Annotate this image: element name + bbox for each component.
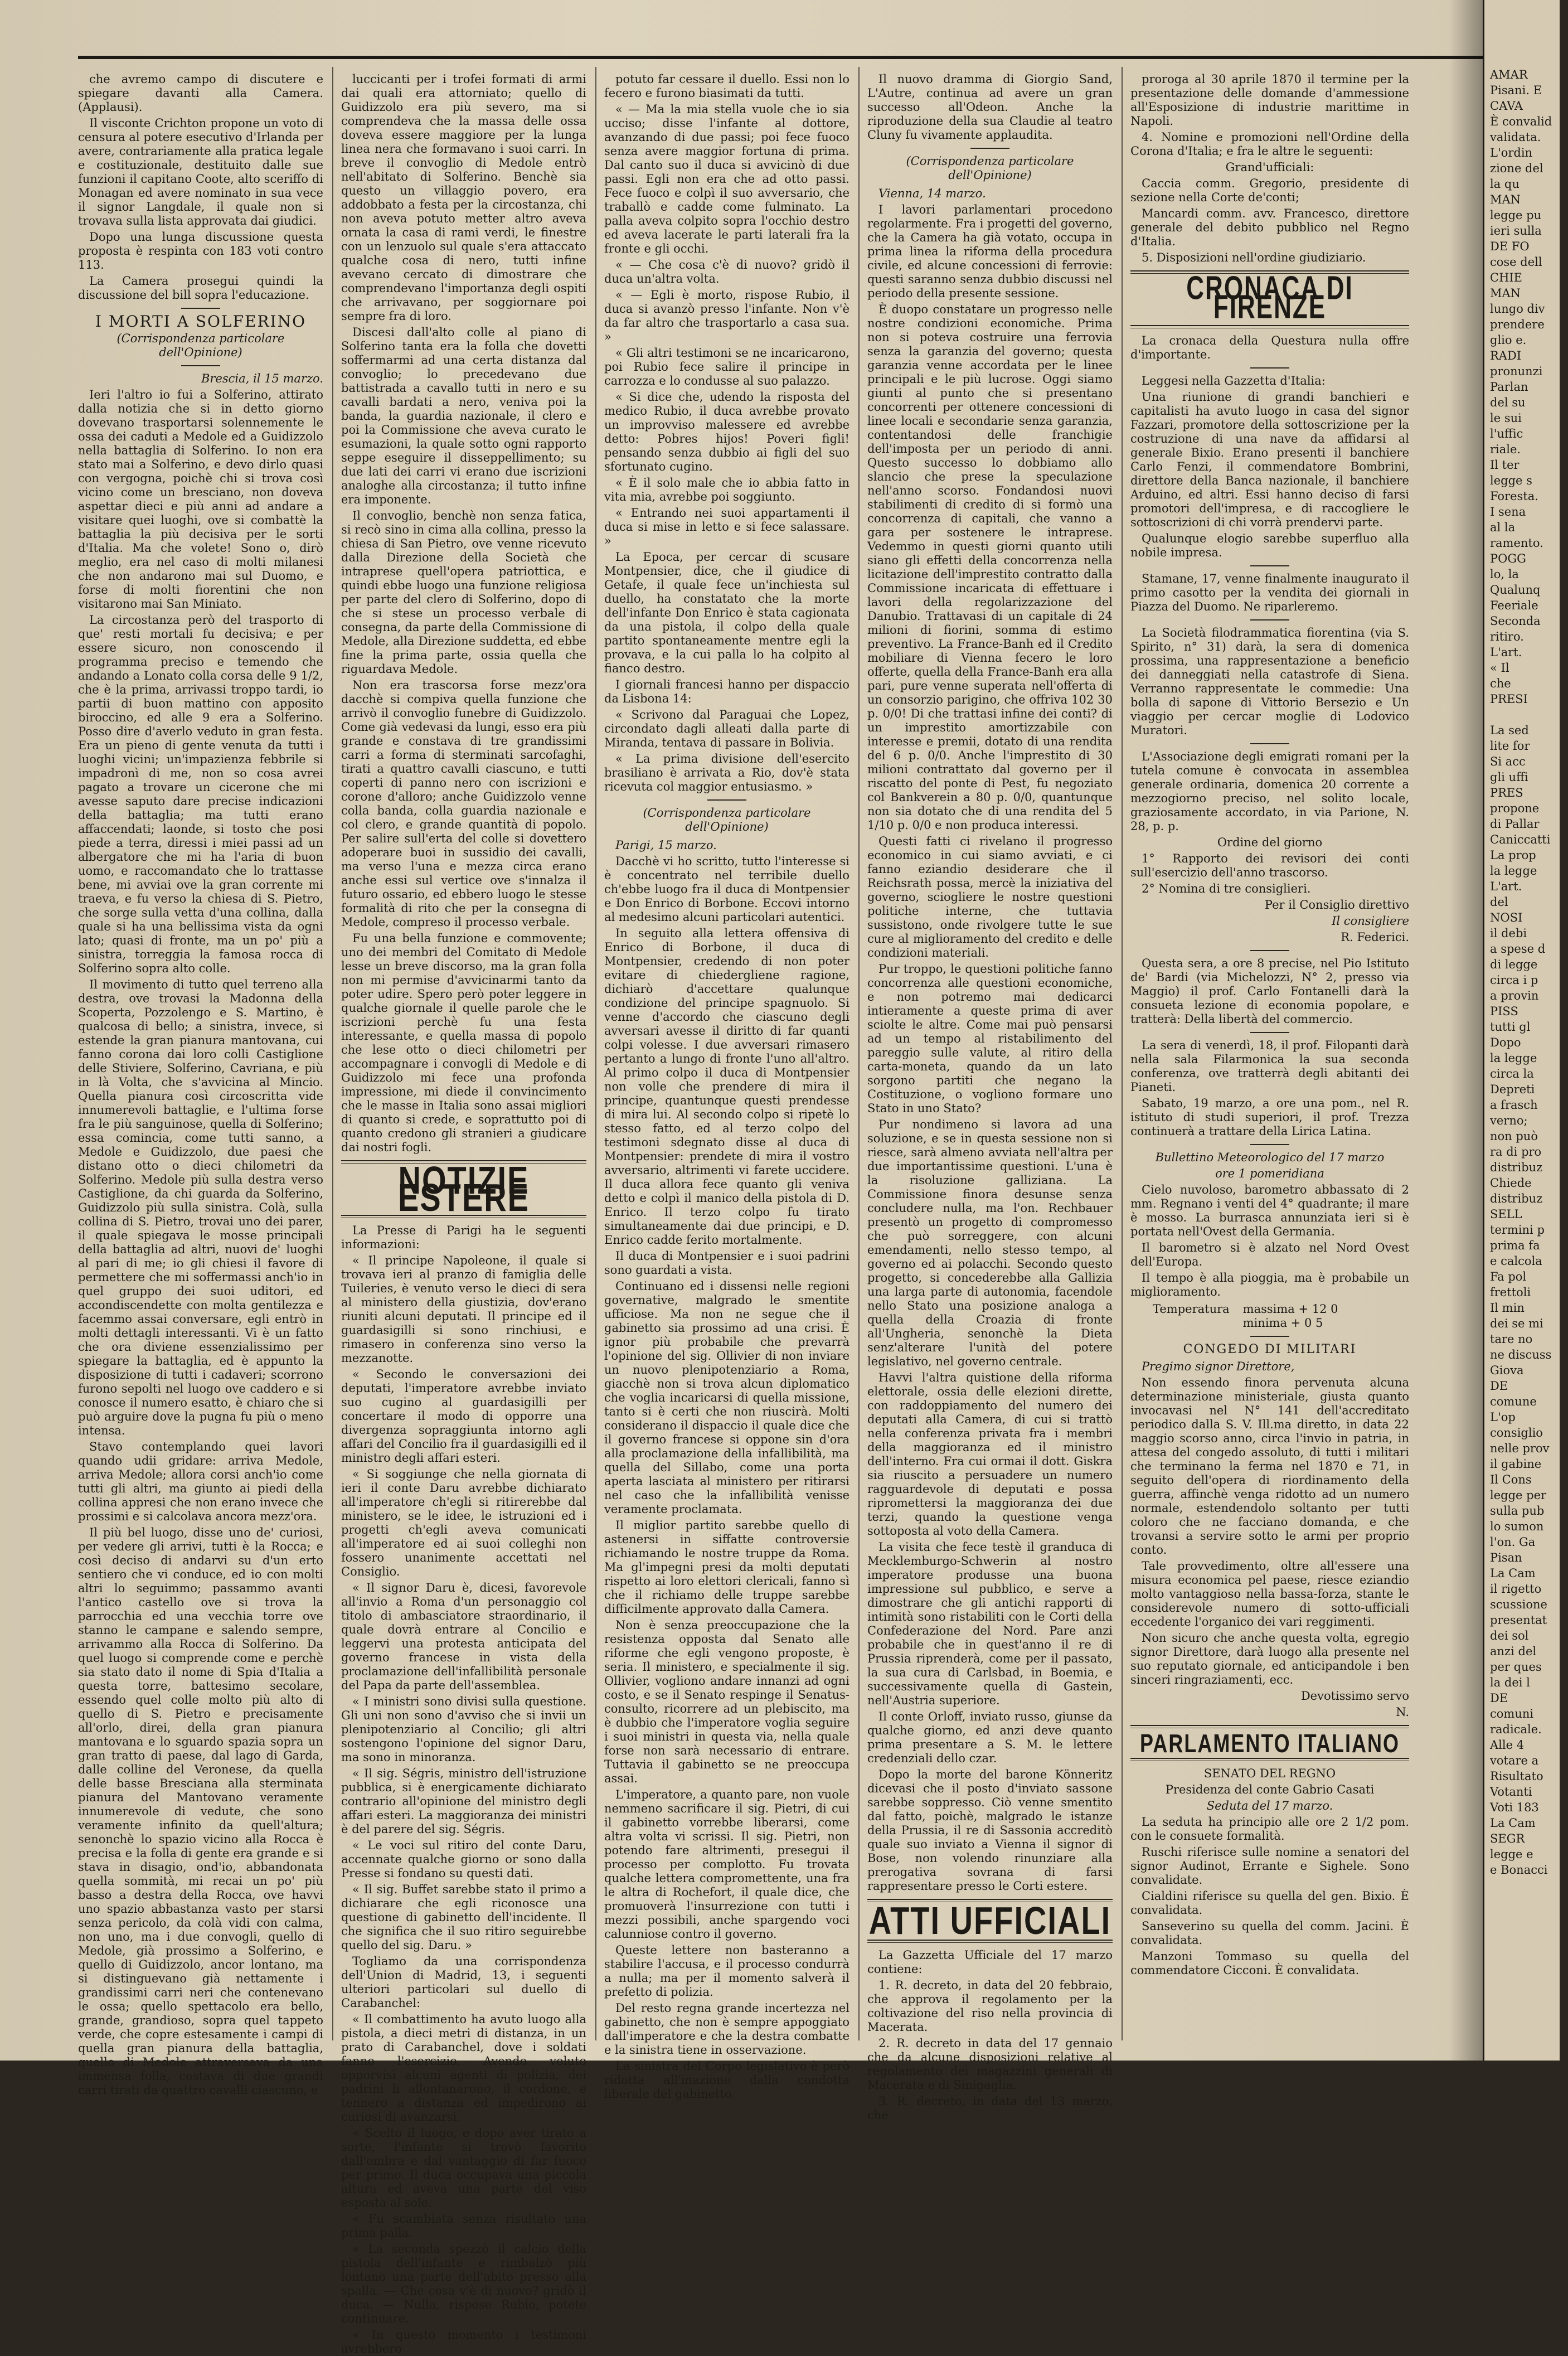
paragraph: In seguito alla lettera offensiva di Enrico di Borbone, il duca di Montpensier, credendo di non poter evitare di chiedergliene ragione, dichiarò d'accettare qualunque condizione del principe spagnuolo. Si venne d'accordo che ciascuno degli avversari avesse il diritto di far quanti colpi volesse. I due avversari rimasero pertanto a lungo di fronte l'uno all'altro. Al primo colpo il duca di Montpensier non volle che prendere di mira il principe, quantunque questi prendesse di mira lui. Al secondo colpo si ripetè lo stesso fatto, ed al terzo colpo del testimoni sdegnato disse al duca di Montpensier: prendete di mira il vostro avversario, altrimenti vi farete uccidere. Il duca allora fece quanto gli veniva detto e colpì il manico della pistola di D. Enrico. Il terzo colpo fu tirato simultaneamente dai due principi, e D. Enrico cadde ferito mortalmente. (604, 927, 849, 1247)
paragraph: « La seconda spezzò il calcio della pistola dell'infante e rimbalzò più lontano una parte dell'abito presso alla spalla. — Che cosa v'è di nuovo? gridò il duca. — Nulla, rispose Rubio, potete continuare. (341, 2242, 586, 2325)
strip-word: ne discuss (1490, 1348, 1552, 1361)
strip-word: scussione (1490, 1598, 1547, 1611)
temperature-table (1153, 1302, 1409, 1330)
strip-text (1490, 67, 1568, 1878)
paragraph: La Camera prosegui quindi la discussione del bill sopra l'educazione. (78, 274, 323, 302)
strip-word: per ques (1490, 1660, 1542, 1674)
signature-line: Per il Consiglio direttivo (1264, 898, 1409, 912)
column-separator (1122, 67, 1123, 2040)
paragraph: Havvi l'altra quistione della riforma elettorale, ossia delle elezioni dirette, con raddoppiamento del numero dei deputati alla Camera, di cui si trattò nella conferenza privata fra i membri della maggioranza ed il ministro dell'interno. Fra cui ormai il dott. Giskra sia riuscito a persuadere un numero ragguardevole di deputati e possa ripromettersi la maggioranza dei due terzi, quando la questione venga sottoposta al voto della Camera. (867, 1371, 1113, 1538)
strip-word: che (1490, 677, 1511, 690)
paragraph: Cialdini riferisce su quella del gen. Bixio. È convalidata. (1130, 1889, 1409, 1917)
paragraph: Queste lettere non basteranno a stabilire l'accusa, e il processo condurrà a nulla; ma per il momento salverà il prefetto di polizia. (604, 1943, 849, 1999)
strip-word: anzi del (1490, 1645, 1537, 1658)
strip-word: a frasch (1490, 1098, 1538, 1112)
strip-word: AMAR (1490, 68, 1528, 81)
strip-word: propone (1490, 802, 1540, 815)
divider (1250, 619, 1289, 620)
strip-word: « Il (1490, 661, 1509, 675)
strip-word: DE (1490, 1691, 1508, 1705)
strip-word: I sena (1490, 505, 1526, 518)
paragraph: « Gli altri testimoni se ne incaricarono, poi Rubio fece salire il principe in carrozza e lo condusse al suo palazzo. (604, 346, 849, 387)
strip-word: Caniccatti (1490, 833, 1551, 846)
strip-word: consiglio (1490, 1426, 1543, 1439)
article-subheading: (Corrispondenza particolare dell'Opinione) (116, 332, 285, 359)
column-3 (604, 72, 849, 2101)
paragraph: « Scrivono dal Paraguai che Lopez, circondato dagli alleati dalla parte di Miranda, tentava di passare in Bolivia. (604, 708, 849, 749)
divider (1250, 565, 1289, 566)
agenda-item: 2° Nomina di tre consiglieri. (1142, 882, 1311, 895)
paragraph: La visita che fece testè il granduca di Mecklemburgo-Schwerin al nostro imperatore produsse una buona impressione sul pubblico, e serve a dimostrare che gli antichi rapporti di intimità sono ristabiliti con le Corti della Confederazione del Nord. Pare anzi probabile che in quest'anno il re di Prussia riprenderà, come per il passato, la sua cura di Carlsbad, in Boemia, e successivamente quella di Gastein, nell'Austria superiore. (867, 1540, 1113, 1707)
divider (1250, 1032, 1289, 1033)
strip-word: l'uffic (1490, 427, 1523, 440)
strip-word: radicale. (1490, 1723, 1542, 1736)
strip-word: Votanti (1490, 1785, 1532, 1798)
strip-word: PISS (1490, 1005, 1518, 1018)
signature-line: Il consigliere (1332, 914, 1409, 928)
paragraph: « Il principe Napoleone, il quale si trovava ieri al pranzo di famiglia delle Tuileries, è venuto verso le dieci di sera al ministero della giustizia, dov'erano riuniti alcuni deputati. Il principe ed il guardasigilli si sono rinchiusi, e rimasero in conferenza sino verso la mezzanotte. (341, 1254, 586, 1365)
paragraph: Il movimento di tutto quel terreno alla destra, ove trovasi la Madonna della Scoperta, Pozzolengo e S. Martino, è qualcosa di bello; a sinistra, invece, si estende la gran pianura mantovana, cui fanno corona dai loro colli Castiglione delle Stiviere, Solferino, Cavriana, e più in là Volta, che s'avvicina al Mincio. Quella pianura così circoscritta vide innumerevoli battaglie, e l'ultima forse fra le più sanguinose, quella di Solferino; essa comincia, come tutti sanno, a Medole e Guidizzolo, due paesi che distano otto o dieci chilometri da Solferino. Medole più sulla destra verso Castiglione, da chi guarda da Solferino, Guidizzolo più sulla sinistra. Colà, sulla collina di S. Pietro, trovai uno dei parer, il quale spiegava le mosse principali della battaglia ad altri, nuovi de' luoghi al pari di me; io gli chiesi il favore di permettere che mi soffermassi anch'io in quel gruppo dei suoi uditori, ed accondiscendette con molta gentilezza e facemmo assai conversare, egli entrò in molti dettagli interessanti. Vi è un fatto che ora diviene essenzialissimo per spiegare la battaglia, ed è appunto la disposizione di tutti i cadaveri; scorrono furono sepolti nel luogo ove caddero e si conosce il numero esatto, è chiaro che si può arguire dove la pugna fu più o meno intensa. (78, 978, 323, 1437)
strip-word: Dopo (1490, 1036, 1521, 1049)
paragraph: Continuano ed i dissensi nelle regioni governative, malgrado le smentite ufficiose. Ma non ne segue che il gabinetto sia prossimo ad una crisi. È ignor più probabile che prevarrà l'opinione del sig. Ollivier di non inviare un nuovo plenipotenziario a Roma, giacchè non si trova alcun diplomatico che voglia incaricarsi di quella missione, tanto si è certi che non riuscirà. Molti considerano il dispaccio il quale dice che il governo francese si oppone sin d'ora alla proclamazione della infallibilità, ma quella del Sillabo, come una porta aperta lasciata al ministero per ritirarsi nel caso che la infallibilità venisse veramente proclamata. (604, 1279, 849, 1516)
strip-word: Seconda (1490, 614, 1541, 628)
article-subheading: (Corrispondenza particolare dell'Opinione) (906, 154, 1074, 182)
strip-word: cose dell (1490, 255, 1542, 269)
strip-word: dei sol (1490, 1629, 1529, 1642)
strip-word: SELL (1490, 1208, 1522, 1221)
strip-word: prendere (1490, 318, 1545, 331)
paragraph: « Si dice che, udendo la risposta del medico Rubio, il duca avrebbe provato un improvviso malessere ed avrebbe detto: Pobres hijos! Poveri figli! pensando senza dubbio ai figli del suo sfortunato cugino. (604, 390, 849, 473)
bulletin-title: Bullettino Meteorologico del 17 marzo (1155, 1151, 1385, 1164)
paragraph: luccicanti per i trofei formati di armi dai quali era attorniato; quello di Guidizzolo era più severo, ma si comprendeva che la massa delle ossa doveva essere maggiore per la lunga linea nera che formavano i suoi carri. In breve il convoglio di Medole entrò nell'abitato di Solferino. Benchè sia questo un villaggio povero, era addobbato a festa per la circostanza, chi non aveva potuto metter altro aveva ornata la casa di rami verdi, le finestre con un lenzuolo sul quale s'era attaccato qualche cosa di nero, tutti infine avevano cercato di dimostrare che comprendevano l'importanza degli ospiti che arrivavano, per soggiornare poi sempre fra di loro. (341, 72, 586, 323)
order-heading: Grand'ufficiali: (1225, 161, 1314, 174)
strip-word: La sed (1490, 724, 1529, 737)
strip-word: di Pallar (1490, 817, 1540, 831)
paragraph: I lavori parlamentari procedono regolarmente. Fra i progetti del governo, che la Camera ha già votato, occupa in prima linea la riforma della procedura civile, ed alcune concessioni di ferrovie: questi saranno senza dubbio discussi nel periodo della presente sessione. (867, 203, 1113, 300)
signature-line: R. Federici. (1341, 930, 1409, 944)
section-divider (1130, 1758, 1409, 1761)
paragraph: Questi fatti ci rivelano il progresso economico in cui siamo avviati, e ci fanno eziandio desiderare che il Reichsrath possa, mercè la iniziativa del governo, sciogliere le nostre questioni politiche interne, che tuttavia sussistono, onde rivolgere tutte le sue cure al miglioramento del credito e delle condizioni materiali. (867, 835, 1113, 959)
paragraph: « Si soggiunge che nella giornata di ieri il conte Daru avrebbe dichiarato all'imperatore ch'egli si ritirerebbe dal ministero, se le idee, le istruzioni ed i progetti ch'egli aveva comunicati all'imperatore ed ai suoi colleghi non fossero unanimente accettati nel Consiglio. (341, 1467, 586, 1578)
signature-line: N. (1396, 1705, 1409, 1719)
temperature-min-label: minima (1242, 1316, 1287, 1330)
divider (1250, 743, 1289, 744)
strip-word: DE (1490, 1379, 1508, 1393)
paragraph: « Secondo le conversazioni dei deputati, l'imperatore avrebbe inviato suo cugino al guardasigilli per concertare il modo di opporre una divergenza sopraggiunta intorno agli affari del Concilio fra il guardasigilli ed il ministro degli affari esteri. (341, 1368, 586, 1465)
paragraph: Pur troppo, le questioni politiche fanno concorrenza alle questioni economiche, e non potremo mai dedicarci intieramente a queste prima di aver sciolte le altre. Come mai può pensarsi ad un tempo al ristabilimento del pareggio sulle valute, al ritiro della carta-moneta, quando da un lato sorgono partiti che negano la Costituzione, o vogliono formare uno Stato in uno Stato? (867, 962, 1113, 1115)
divider (181, 365, 220, 366)
paragraph: Il barometro si è alzato nel Nord Ovest dell'Europa. (1130, 1241, 1409, 1268)
strip-word: Giova (1490, 1364, 1524, 1377)
paragraph: « In questo momento i testimoni avrebbero (341, 2328, 586, 2355)
strip-word: la dei l (1490, 1676, 1530, 1689)
column-separator (595, 67, 596, 2040)
paragraph: Manzoni Tommaso su quella del commendatore Cicconi. È convalidata. (1130, 1950, 1409, 1977)
strip-word: comune (1490, 1395, 1537, 1408)
strip-word: circa la (1490, 1067, 1534, 1080)
parl-sitting: Seduta del 17 marzo. (1206, 1799, 1333, 1812)
paragraph: Il tempo è alla pioggia, ma è probabile un miglioramento. (1130, 1271, 1409, 1298)
col1-top-paras (78, 72, 323, 302)
paragraph: Dopo una lunga discussione questa proposta è respinta con 183 voti contro 113. (78, 230, 323, 272)
paragraph: « I ministri sono divisi sulla questione. Gli uni non sono d'avviso che si invii un plenipotenziario al Concilio; gli altri sostengono l'opinione del signor Daru, ma sono in minoranza. (341, 1695, 586, 1764)
paragraph: Stavo contemplando quei lavori quando udii gridare: arriva Medole, arriva Medole; allora corsi anch'io come tutti gli altri, ma giunto ai piedi della collina appresi che non erano invece che prossimi e si calcolava ancora mezz'ora. (78, 1440, 323, 1523)
strip-word: L'op (1490, 1410, 1516, 1424)
strip-word: legge e (1490, 1848, 1533, 1861)
paragraph: Stamane, 17, venne finalmente inaugurato il primo casotto per la vendita dei giornali in Piazza del Duomo. Ne riparleremo. (1130, 572, 1409, 613)
column-4 (867, 72, 1113, 2122)
temperature-min-value: + 0 5 (1290, 1316, 1323, 1330)
strip-word: validata. (1490, 130, 1541, 144)
agenda-item: 1° Rapporto dei revisori dei conti sull'esercizio dell'anno trascorso. (1130, 852, 1409, 879)
paragraph: Discesi dall'alto colle al piano di Solferino tanta era la folla che dovetti soffermarmi ad una certa distanza dal convoglio; lo precedevano due battistrada a cavallo tutti in nero e su cavalli bardati a nero, veniva poi la banda, la guardia nazionale, il clero e poi la Commissione che aveva curato le esumazioni, la quale sotto ogni rapporto seppe eseguire il disseppellimento; su due lati dei carri vi erano due iscrizioni analoghe alla circostanza; il tutto infine era imponente. (341, 326, 586, 506)
strip-word: al la (1490, 521, 1516, 534)
strip-word: e calcola (1490, 1254, 1542, 1268)
paragraph: Mancardi comm. avv. Francesco, direttore generale del debito pubblico nel Regno d'Italia. (1130, 207, 1409, 248)
divider (707, 799, 746, 801)
paragraph: « Il signor Daru è, dicesi, favorevole all'invio a Roma d'un personaggio col titolo di ambasciatore straordinario, il quale dovrà entrare al Concilio e leggervi una protesta anticipata del governo francese in vista della proclamazione dell'infallibilità personale del Papa da parte dell'assemblea. (341, 1581, 586, 1692)
strip-word: la legge (1490, 1051, 1537, 1065)
strip-word: il gabine (1490, 1457, 1542, 1471)
strip-word: tutti gl (1490, 1020, 1531, 1034)
strip-word: Risultato (1490, 1770, 1543, 1783)
paragraph: Tale provvedimento, oltre all'essere una misura economica pel paese, riesce eziandio molto vantaggioso nella bassa-forza, stante le considerevole numero di sotto-ufficiali eccedente l'organico dei vari reggimenti. (1130, 1559, 1409, 1628)
agenda-title: Ordine del giorno (1217, 836, 1323, 849)
strip-word: glio e. (1490, 333, 1527, 347)
strip-word: NOSI (1490, 911, 1523, 924)
strip-word: prima fa (1490, 1239, 1540, 1252)
paragraph: « La prima divisione dell'esercito brasiliano è arrivata a Rio, dov'è stata ricevuta col maggior entusiasmo. » (604, 752, 849, 793)
strip-word: votare a (1490, 1754, 1539, 1767)
strip-word: lo sumon (1490, 1520, 1544, 1533)
strip-word: ritiro. (1490, 630, 1524, 643)
strip-word: Il ter (1490, 458, 1520, 472)
paragraph: 3. R. decreto, in data del 13 marzo, che (867, 2095, 1113, 2122)
paragraph: Non sicuro che anche questa volta, egregio signor Direttore, darà luogo alla presente nel suo reputato giornale, ed anticipandole i ben sinceri ringraziamenti, ecc. (1130, 1631, 1409, 1686)
strip-word: Qualunq (1490, 583, 1541, 597)
congedo-salutation: Pregimo signor Direttore, (1142, 1360, 1295, 1373)
paragraph: La sinistra del Corpo legislativo è però ridotta all'inazione dalla condotta liberale del gabinetto. (604, 2059, 849, 2101)
paragraph: Non essendo finora pervenuta alcuna determinazione ministeriale, giusta quanto invocavasi nel N° 141 dell'accreditato periodico dalla S. V. Ill.ma diretto, in data 22 maggio scorso anno, circa l'invio in patria, in attesa del congedo assoluto, di tutti i militari che terminano la ferma nel 1870 e 71, in seguito dell'opera di riordinamento della guerra, affinchè venga ridotto ad un numero normale, estendendolo soltanto per tutti coloro che ne facciano domanda, e che trovansi a servire sotto le armi per proprio conto. (1130, 1376, 1409, 1557)
strip-word: distribuz (1490, 1192, 1543, 1205)
temperature-max-label: massima (1242, 1302, 1295, 1316)
paragraph: La circostanza però del trasporto di que' resti mortali fu decisiva; e per essere sicuro, non conoscendo il programma preciso e temendo che andando a Lonato colla corsa delle 9 1/2, che è la prima, arrivassi troppo tardi, io partii di buon mattino con apposito biroccino, ed alle 9 era a Solferino. Posso dire d'averlo veduto in gran festa. Era un pieno di gente venuta da tutti i luoghi vicini; un'impazienza febbrile si impadronì di me, non so cosa avrei pagato a trovare un cicerone che mi avesse saputo dare precise indicazioni della battaglia; ma tutti erano affaccendati; laonde, si tosto che posi piede a terra, diressi i miei passi ad un albergatore che mi ha l'aria di buon uomo, e raccomandato che lo trattasse bene, mi avviai ove la gran corrente mi traeva, e fu verso la chiesa di S. Pietro, che sorge sulla vetta d'una collina, dalla quale si ha una bellissima vista da ogni lato; quasi di fronte, ma un po' più a sinistra, torreggia la famosa rocca di Solferino sopra alto colle. (78, 613, 323, 975)
paragraph: Ruschi riferisce sulle nomine a senatori del signor Audinot, Errante e Sighele. Sono convalidate. (1130, 1845, 1409, 1887)
paragraph: Caccia comm. Gregorio, presidente di sezione nella Corte de'conti; (1130, 177, 1409, 204)
strip-word: Alle 4 (1490, 1738, 1525, 1752)
divider (1250, 950, 1289, 951)
paragraph: 5. Disposizioni nell'ordine giudiziario. (1142, 251, 1366, 264)
strip-word: POGG (1490, 552, 1526, 565)
paragraph: La sera di venerdì, 18, il prof. Filopanti darà nella sala Filarmonica la sua seconda conferenza, ove tratterrà degli abitanti dei Pianeti. (1130, 1039, 1409, 1094)
strip-word: Parlan (1490, 380, 1528, 394)
paragraph: Dacchè vi ho scritto, tutto l'interesse si è concentrato nel terribile duello ch'ebbe luogo fra il duca di Montpensier e Don Enrico di Borbone. Eccovi intorno al medesimo alcuni particolari autentici. (604, 855, 849, 924)
paragraph: che avremo campo di discutere e spiegare davanti alla Camera. (Applausi). (78, 72, 323, 114)
paragraph: Il più bel luogo, disse uno de' curiosi, per vedere gli arrivi, tutti è la Rocca; e così deciso di andarvi su d'un erto sentiero che vi conduce, ed io con molti altri lo seguimmo; passammo avanti l'antico castello ove si trova la parrocchia ed una vecchia torre ove stanno le campane e salendo sempre, arrivammo alla Rocca di Solferino. Da quel luogo si comprende come e perchè sia stato dato il nome di Spia d'Italia a questa torre, battesimo secolare, essendo quel colle molto più alto di quello di S. Pietro e precisamente all'orlo, direi, della gran pianura mantovana e lo sguardo spazia sopra un gran tratto di paese, dal lago di Garda, dalle colline del Veronese, da quella delle basse Bresciana alla sterminata pianura del Mantovano veramente innumerevole di vedute, che sono veramente infinito da quell'altura; senonchè lo spazio vicino alla Rocca è precisa e la folla di gente era grande e si stava in disagio, ond'io, abbandonata quella sommità, mi recai un po' più basso a destra della Rocca, ove havvi uno spazio abbastanza vasto per starsi senza pericolo, da colà vidi con calma, non uno, ma i due convogli, quello di Medole, già prossimo a Solferino, e quello di Guidizzolo, ancor lontano, ma si distinguevano già nettamente i grandissimi carri neri che contenevano le ossa; quello spettacolo era bello, grande, grandioso, sopra quel tappeto verde, che copre estesamente i campi di quella gran pianura della battaglia, quello di Medole attraversava da una immensa folla, costava di due grandi carri tirati da quattro cavalli ciascuno, e (78, 1526, 323, 2097)
strip-word: l'on. Ga (1490, 1535, 1536, 1549)
strip-word: PRESI (1490, 692, 1528, 706)
dateline: Parigi, 15 marzo. (615, 838, 717, 852)
strip-word: riale. (1490, 443, 1521, 456)
strip-word: legge pu (1490, 209, 1542, 222)
paragraph: « Entrando nei suoi appartamenti il duca si mise in letto e si fece salassare. » (604, 506, 849, 547)
bulletin-subtitle: ore 1 pomeridiana (1215, 1167, 1324, 1180)
strip-word: Si acc (1490, 755, 1526, 768)
strip-word: DE FO (1490, 240, 1530, 253)
strip-word: RADI (1490, 349, 1522, 362)
dateline: Vienna, 14 marzo. (878, 187, 986, 200)
strip-word: e Bonacci (1490, 1863, 1548, 1877)
section-heading-cronaca-di-firenze: CRONACA DI FIRENZE (1186, 270, 1353, 326)
paragraph: Non era trascorsa forse mezz'ora dacchè si compiva quella funzione che arrivò il convoglio funebre di Guidizzolo. Come già vedevasi da lungi, esso era più grande e constava di tre grandissimi carri a forma di sterminati sarcofaghi, tirati a quattro cavalli ciascuno, e tutti coperti di panno nero con iscrizioni e corone d'alloro; anche Guidizzolo venne colla banda, colla guardia nazionale e col clero, e grande quantità di popolo. Per salire sull'erta del colle si dovettero adoperare buoi in sussidio dei cavalli, ma verso l'una e mezza circa erano anche essi sul vertice ove s'innalza il futuro ossario, ed ebbero luogo le stesse formalità di rito che per la consegna di Medole, compreso il processo verbale. (341, 678, 586, 929)
strip-word: nelle prov (1490, 1442, 1550, 1455)
strip-word: MAN (1490, 287, 1521, 300)
paragraph: « Il sig. Buffet sarebbe stato il primo a dichiarare che egli riconosce una questione di gabinetto dell'incidente. Il che significa che il suo ritiro seguirebbe quello del sig. Daru. » (341, 1883, 586, 1952)
paragraph: Il visconte Crichton propone un voto di censura al potere esecutivo d'Irlanda per avere, contrariamente alla pratica legale e costituzionale, destituito dalle sue funzioni il capitano Coote, alto sceriffo di Monagan ed avere nominato in sua vece il signor Langdale, il quale non si trovava sulla lista approvata dai giudici. (78, 117, 323, 227)
strip-word: pronunzi (1490, 365, 1543, 378)
strip-word: circa i p (1490, 973, 1538, 987)
page-fold-shadow (1449, 0, 1483, 2061)
article-subheading: (Corrispondenza particolare dell'Opinione) (643, 806, 811, 833)
strip-word: gli uffi (1490, 770, 1528, 784)
strip-word: legge s (1490, 474, 1532, 487)
strip-word: non può (1490, 1129, 1538, 1143)
strip-word: La Cam (1490, 1567, 1536, 1580)
section-heading-notizie-estere: NOTIZIE ESTERE (397, 1158, 530, 1219)
section-heading-parlamento: PARLAMENTO ITALIANO (1140, 1728, 1400, 1758)
paragraph: Questa sera, a ore 8 precise, nel Pio Istituto de' Bardi (via Michelozzi, N° 2, presso via Maggio) il prof. Carlo Fontanelli darà la consueta lezione di economia popolare, e tratterà: Della libertà del commercio. (1130, 957, 1409, 1026)
paragraph: « È il solo male che io abbia fatto in vita mia, avrebbe poi soggiunto. (604, 476, 849, 503)
strip-word: zione del (1490, 162, 1543, 175)
paragraph: La Presse di Parigi ha le seguenti informazioni: (341, 1224, 586, 1251)
column-separator (332, 67, 333, 2040)
strip-word: lungo div (1490, 302, 1545, 316)
strip-word: il debi (1490, 927, 1527, 940)
paragraph: Fu una bella funzione e commovente; uno dei membri del Comitato di Medole lesse un breve discorso, ma la gran folla non mi permise d'avvicinarmi tanto da poter udire. Spero però poter leggere in qualche giornale il quelle parole che le iscrizioni perchè fu una festa interessante, e quella massa di popolo che lese otto o dieci chilometri per accompagnare i convogli di Medole e di Guidizzolo mi fece una profonda impressione, mi diede il convincimento che le masse in Italia sono assai migliori di quanto si crede, e soprattutto poi di quanto credono gli stranieri a giudicare dai nostri fogli. (341, 932, 586, 1154)
dateline: Brescia, il 15 marzo. (201, 372, 323, 385)
congedo-heading: CONGEDO DI MILITARI (1183, 1342, 1357, 1356)
paragraph: « Il combattimento ha avuto luogo alla pistola, a dieci metri di distanza, in un prato di Carabanchel, dove i soldati fanno l'esercizio. Avendo voluto opporvisi alcuni agenti di polizia, dei padrini li allontanarono, il cordone, e tennero a distanza ed impedirono ai curiosi di avanzarsi. (341, 2013, 586, 2124)
paragraph: proroga al 30 aprile 1870 il termine per la presentazione delle domande d'ammessione all'Esposizione di industrie marittime in Napoli. (1130, 72, 1409, 128)
strip-word: Il Cons (1490, 1473, 1532, 1486)
strip-word: La Cam (1490, 1816, 1536, 1830)
paragraph: « — Ma la mia stella vuole che io sia ucciso; disse l'infante al dottore, avanzando di due passi; poi fece fuoco senza avere maggior fortuna di prima. Dal canto suo il duca si avvicinò di due passi. Egli non era che ad otto passi. Fece fuoco e colpì il suo avversario, che traballò e cadde come fulminato. La palla aveva colpito sopra l'occhio destro ed aveva lacerate le parti laterali fra la fronte e gli occhi. (604, 103, 849, 255)
strip-word: il rigetto (1490, 1582, 1542, 1596)
strip-word: verno; (1490, 1114, 1528, 1127)
paragraph: « Fu scambiata senza risultato una prima palla. (341, 2212, 586, 2239)
strip-word: ramento. (1490, 536, 1543, 550)
paragraph: Il convoglio, benchè non senza fatica, si recò sino in cima alla collina, presso la chiesa di San Pietro, ove venne ricevuto dalla Direzione della Società che intraprese quell'opera patriottica, e quindi ebbe luogo una funzione religiosa per parte del clero di Solferino, dopo di che si stese un processo verbale di consegna, da parte della Commissione di Medole, alla Direzione suddetta, ed ebbe fine la prima parte, ossia quella che riguardava Medole. (341, 509, 586, 676)
divider (1250, 1144, 1289, 1145)
paragraph: Il conte Orloff, inviato russo, giunse da qualche giorno, ed anzi deve quanto prima presentare a S. M. le lettere credenziali dello czar. (867, 1710, 1113, 1765)
column-separator (858, 67, 860, 2040)
paragraph: « Le voci sul ritiro del conte Daru, accennate qualche giorno or sono dalla Presse si fondano su questi dati. (341, 1839, 586, 1880)
strip-word: ra di pro (1490, 1145, 1542, 1158)
parl-presidency: Presidenza del conte Gabrio Casati (1165, 1783, 1375, 1796)
parl-subheading: SENATO DEL REGNO (1203, 1767, 1336, 1780)
strip-word: PRES (1490, 786, 1523, 799)
strip-word: Pisan (1490, 1551, 1522, 1564)
paragraph: Del resto regna grande incertezza nel gabinetto, che non è sempre appoggiato dall'imperatore e che la destra combatte e la sinistra tiene in osservazione. (604, 2001, 849, 2057)
paragraph: La cronaca della Questura nulla offre d'importante. (1130, 334, 1409, 361)
strip-word: di legge (1490, 958, 1538, 971)
strip-word: L'art. (1490, 880, 1522, 893)
paragraph: È duopo constatare un progresso nelle nostre condizioni economiche. Prima non si poteva costruire una ferrovia senza la garanzia del governo; questa garanzia venne accordata per le linee principali e le più lucrose. Oggi siamo giunti al punto che si presentano concorrenti per ottenere concessioni di linee locali e secondarie senza garanzia, contentandosi delle franchigie dell'imposta per un periodo di anni. Questo successo lo dobbiamo allo slancio che prese la speculazione nell'anno scorso. Fondandosi nuovi stabilimenti di credito di si formò una concorrenza di capitali, che vanno a gara per sostenere le intraprese. Vedemmo in questi giorni quanto utili siano gli effetti della concorrenza nella licitazione dell'imprestito contratto dalla Commissione incaricata di effettuare i lavori della regolarizzazione del Danubio. Trattavasi di un capitale di 24 milioni di fiorini, somma di estimo preventivo. La France-Banh ed il Credito mobiliare di Vienna fecero le loro offerte, quella della France-Banh era alla pari, pure venne superata nell'offerta di un consorzio parigino, che offriva 102 30 p. 0/0! Di che trattasi infine dei conti? di un imprestito amortizzabile con interesse e premii, dotato di una rendita del 6 p. 0/0. Anche l'imprestito di 30 milioni contrattato dal governo per il riscatto del ponte di Pest, fu negoziato col Bankverein a 80 p. 0/0, quantunque non sia dotato che di una rendita del 5 1/10 p. 0/0 e non produca interessi. (867, 303, 1113, 832)
divider (1250, 367, 1289, 369)
strip-word: Fa pol (1490, 1270, 1527, 1283)
paragraph: « Il sig. Ségris, ministro dell'istruzione pubblica, si è energicamente dichiarato contrario all'opinione del ministro degli affari esteri. La maggioranza dei ministri è del parere del sig. Ségris. (341, 1767, 586, 1836)
paragraph: La Società filodrammatica fiorentina (via S. Spirito, n° 31) darà, la sera di domenica prossima, una rappresentazione a beneficio dei danneggiati nella catastrofe di Siena. Verranno rappresentate le commedie: Una bolla di sapone di Vittorio Bersezio e Un viaggio per cercar moglie di Lodovico Muratori. (1130, 626, 1409, 737)
paragraph: Dopo la morte del barone Könneritz dicevasi che il posto d'inviato sassone sarebbe soppresso. Ciò venne smentito dal fatto, poichè, malgrado le istanze della Prussia, il re di Sassonia accreditò quale suo inviato a Vienna il signor di Bose, non volendo rinunziare alla prerogativa sovrana di farsi rappresentare presso le Corti estere. (867, 1768, 1113, 1893)
paragraph: potuto far cessare il duello. Essi non lo fecero e furono biasimati da tutti. (604, 72, 849, 100)
temperature-max-value: + 12 0 (1298, 1302, 1338, 1316)
strip-word: ieri sulla (1490, 224, 1542, 237)
strip-word: CAVA (1490, 99, 1523, 113)
strip-word: Il min (1490, 1301, 1525, 1315)
paragraph: Sabato, 19 marzo, a ore una pom., nel R. istituto di studi superiori, il prof. Trezza continuerà a trattare della Lirica Latina. (1130, 1097, 1409, 1138)
paragraph: Cielo nuvoloso, barometro abbassato di 2 mm. Regnano i venti del 4° quadrante; il mare è mosso. La burrasca annunziata ieri si è portata nell'Ovest della Germania. (1130, 1183, 1409, 1238)
strip-word: Voti 183 (1490, 1801, 1539, 1814)
divider (181, 308, 220, 309)
strip-word: Depreti (1490, 1083, 1535, 1096)
strip-word: comuni (1490, 1707, 1534, 1720)
paragraph: Il miglior partito sarebbe quello di astenersi in siffatte controversie richiamando le nostre truppe da Roma. Ma gl'impegni presi da molti deputati rispetto ai loro elettori clericali, fanno sì che il richiamo delle truppe sarebbe difficilmente approvato dalla Camera. (604, 1519, 849, 1616)
paragraph: La Epoca, per cercar di scusare Montpensier, dice, che il giudice di Getafe, il quale fece un'inchiesta sul duello, ha constatato che la morte dell'infante Don Enrico è stata cagionata da una pistola, il colpo della quale partito spontaneamente mentre egli la provava, e la cui palla lo ha colpito al fianco destro. (604, 550, 849, 675)
strip-word: È convalid (1490, 115, 1552, 128)
strip-word: Foresta. (1490, 489, 1538, 503)
strip-word: CHIE (1490, 271, 1523, 284)
temperature-label: Temperatura (1153, 1302, 1230, 1316)
paragraph: Ieri l'altro io fui a Solferino, attirato dalla notizia che si in detto giorno dovevano trasportarsi solennemente le ossa dei caduti a Medole ed a Guidizzolo nella battaglia di Solferino. Io non era stato mai a Solferino, e devo dirlo quasi con vergogna, poichè chi si trova così vicino come un bresciano, non doveva aspettar dieci e più anni ad andare a visitare quei luoghi, ove si combattè la battaglia la più decisiva per le sorti d'Italia. Ma che volete! Sono o, dirò meglio, era nel caso di molti milanesi che non andarono mai sul Duomo, e forse di molti fiorentini che non visitarono mai San Miniato. (78, 388, 323, 610)
strip-word: L'ordin (1490, 146, 1533, 159)
paragraph: 1. R. decreto, in data del 20 febbraio, che approva il regolamento per la coltivazione del riso nella provincia di Macerata. (867, 1979, 1113, 2034)
paragraph: La seduta ha principio alle ore 2 1/2 pom. con le consuete formalità. (1130, 1815, 1409, 1843)
strip-word: L'art. (1490, 646, 1522, 659)
strip-word: termini p (1490, 1223, 1545, 1237)
strip-word: Feeriale (1490, 599, 1538, 612)
strip-word: frettoli (1490, 1286, 1531, 1299)
paragraph: I giornali francesi hanno per dispaccio da Lisbona 14: (604, 678, 849, 705)
strip-word: Pisani. E (1490, 84, 1542, 97)
strip-word: lo, la (1490, 568, 1519, 581)
strip-word: del su (1490, 396, 1526, 409)
paragraph: Togliamo da una corrispondenza dell'Union di Madrid, 13, i seguenti ulteriori particolari sul duello di Carabanchel: (341, 1955, 586, 2010)
paragraph: « — Egli è morto, rispose Rubio, il duca si avanzò presso l'infante. Non v'è da far altro che trasportarlo a casa sua. » (604, 288, 849, 343)
strip-word: tare no (1490, 1332, 1533, 1346)
paragraph: L'imperatore, a quanto pare, non vuole nemmeno sacrificare il sig. Pietri, di cui il gabinetto vorrebbe liberarsi, come altra volta vi scrissi. Il sig. Pietri, non potendo fare altrimenti, presegui il processo per complotto. Fu trovata qualche lettera compromettente, una fra le altra di Rochefort, il quale dice, che promuoverà l'insurrezione con tutti i mezzi possibili, anche spargendo voci calunniose contro il governo. (604, 1788, 849, 1941)
strip-word: la legge (1490, 864, 1537, 878)
column-2 (341, 72, 586, 2355)
paragraph: Il nuovo dramma di Giorgio Sand, L'Autre, continua ad avere un gran successo all'Odeon. Anche la riproduzione della sua Claudie al teatro Cluny fu vivamente applaudita. (867, 72, 1113, 142)
strip-word: legge per (1490, 1489, 1547, 1502)
top-rule (78, 56, 1483, 59)
strip-word: distribuz (1490, 1161, 1543, 1174)
signature-line: Devotissimo servo (1300, 1689, 1409, 1703)
paragraph: « — Che cosa c'è di nuovo? gridò il duca un'altra volta. (604, 258, 849, 285)
paragraph: Una riunione di grandi banchieri e capitalisti ha avuto luogo in casa del signor Fazzari, promotore della sottoscrizione per la costruzione di una nave da affidarsi al generale Bixio. Erano presenti il banchiere Carlo Fenzi, il commendatore Bombrini, direttore della Banca nazionale, il banchiere Arduino, ed altri. Essi hanno deciso di farsi promotori dell'impresa, e di raccogliere le sottoscrizioni di chi vorrà prendervi parte. (1130, 390, 1409, 529)
strip-word: del (1490, 895, 1508, 909)
paragraph: La Gazzetta Ufficiale del 17 marzo contiene: (867, 1948, 1113, 1976)
paragraph: Non è senza preoccupazione che la resistenza opposta dal Senato alle riforme che egli vengono proposte, è seria. Il ministero, e specialmente il sig. Ollivier, vogliono andare innanzi ad ogni costo, e se il Senato respinge il Senatus-consulto, ricorrere ad un plebiscito, ma è dubbio che l'imperatore voglia seguire i suoi ministri in questa via, nella quale forse non sarà necessario di entrare. Tuttavia il gabinetto se ne preoccupa assai. (604, 1618, 849, 1785)
strip-word: Chiede (1490, 1176, 1532, 1190)
paragraph: 4. Nomine e promozioni nell'Ordine della Corona d'Italia; e fra le altre le seguenti: (1130, 130, 1409, 158)
column-5 (1130, 72, 1409, 2024)
strip-word: le sui (1490, 411, 1522, 425)
paragraph: L'Associazione degli emigrati romani per la tutela comune è convocata in assemblea generale ordinaria, domenica 20 corrente a mezzogiorno preciso, nel solito locale, graziosamente accordato, in via Parione, N. 28, p. p. (1130, 750, 1409, 833)
adjacent-page-strip (1483, 0, 1560, 2061)
strip-word: a spese d (1490, 942, 1546, 956)
strip-word: presentat (1490, 1613, 1547, 1627)
divider (1250, 1336, 1289, 1337)
strip-word: La prop (1490, 849, 1536, 862)
strip-word: sulla pub (1490, 1504, 1545, 1518)
paragraph: Il duca di Montpensier e i suoi padrini sono guardati a vista. (604, 1249, 849, 1277)
strip-word: dei se mi (1490, 1317, 1543, 1330)
article-heading: I MORTI A SOLFERINO (95, 312, 307, 331)
column-1 (78, 72, 323, 2097)
strip-word (1490, 707, 1568, 723)
paragraph: 2. R. decreto in data del 17 gennaio che da alcune disposizioni relative al regolamento dei magazzini generali di Macerata e di Sinigaglia. (867, 2037, 1113, 2092)
strip-word: a provin (1490, 989, 1539, 1002)
divider (970, 148, 1009, 149)
strip-word: lite for (1490, 739, 1530, 753)
paragraph: Qualunque elogio sarebbe superfluo alla nobile impresa. (1130, 532, 1409, 559)
paragraph: « Scelto il luogo, e dopo aver tirato a sorte, l'infante si trovò favorito dall'ombra e dal vantaggio di far fuoco per primo. Il duca occupava una piccola altura ed aveva una parte del viso esposta al sole. (341, 2126, 586, 2209)
paragraph: Sanseverino su quella del comm. Jacini. È convalidata. (1130, 1919, 1409, 1947)
section-heading-atti-ufficiali: ATTI UFFICIALI (868, 1898, 1111, 1942)
paragraph: Pur nondimeno si lavora ad una soluzione, e se in questa sessione non si riesce, sarà almeno avviata nell'altra per due importantissime questioni. L'una è la risoluzione galliziana. La Commissione finora desunse senza concludere nulla, ma l'on. Rechbauer presentò un progetto di compromesso che può sorreggere, con alcuni emendamenti, nello stesso tempo, al governo ed ai polacchi. Secondo questo progetto, si concederebbe alla Gallizia una larga parte di autonomia, facendole nello Stato una posizione analoga a quella della Croazia di fronte all'Ungheria, senonchè la Dieta senz'alterare l'unità del potere legislativo, nel governo centrale. (867, 1118, 1113, 1368)
strip-word: MAN (1490, 193, 1521, 206)
strip-word: la qu (1490, 177, 1520, 191)
paragraph: Leggesi nella Gazzetta d'Italia: (1142, 374, 1326, 387)
strip-word: SEGR (1490, 1832, 1525, 1845)
